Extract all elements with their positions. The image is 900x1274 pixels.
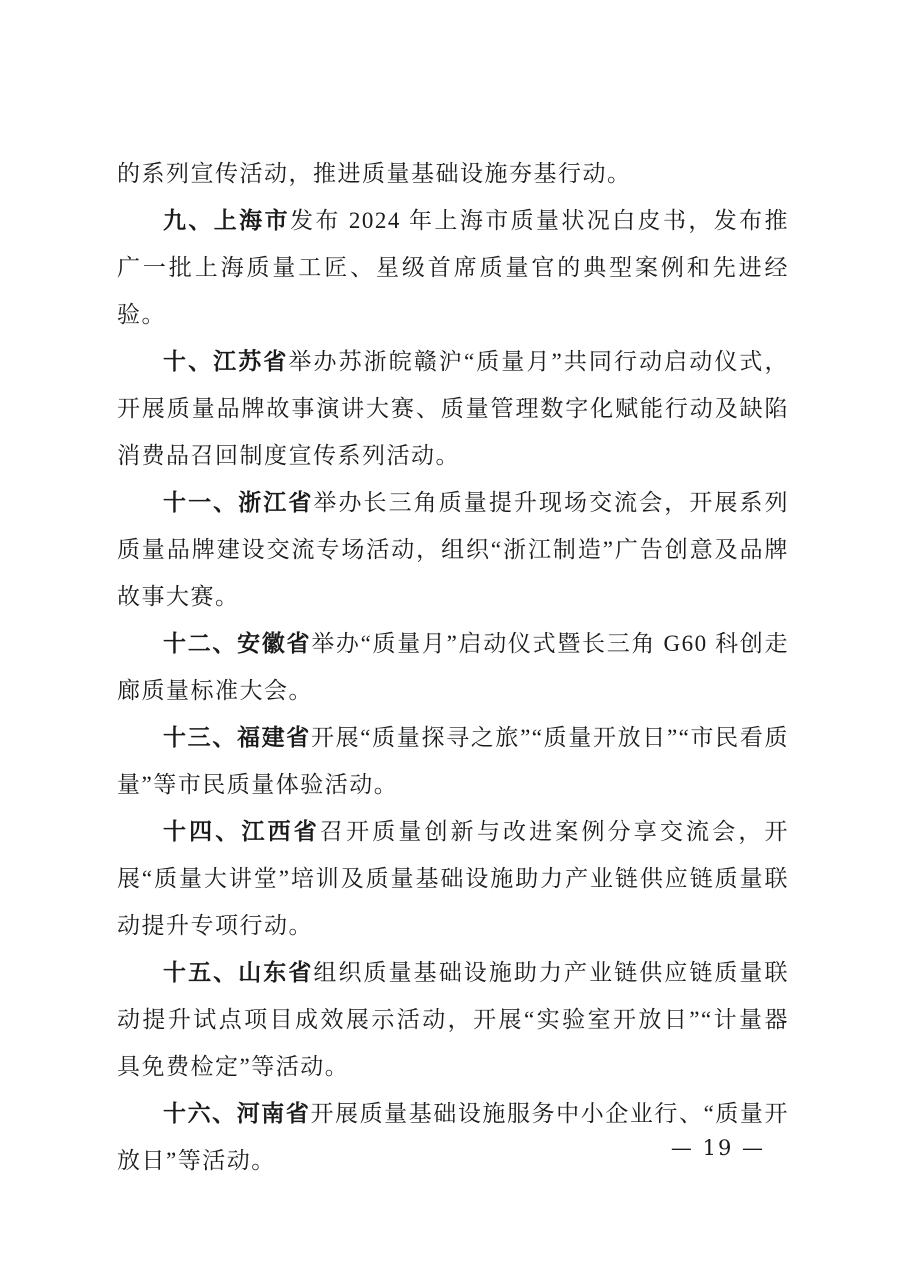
paragraph-item-15: [117, 949, 789, 1090]
paragraph-item-15-text: 组织质量基础设施助力产业链供应链质量联动提升试点项目成效展示活动，开展“实验室开放日”“计量器具免费检定”等活动。: [117, 960, 789, 1079]
paragraph-item-9-lead: 九、上海市: [163, 207, 290, 233]
paragraph-continuation-text: 的系列宣传活动，推进质量基础设施夯基行动。: [117, 161, 632, 186]
paragraph-item-12: [117, 620, 789, 714]
paragraph-item-13-text: 开展“质量探寻之旅”“质量开放日”“市民看质量”等市民质量体验活动。: [117, 725, 790, 797]
paragraph-item-11-lead: 十一、浙江省: [163, 489, 314, 515]
paragraph-continuation: [117, 150, 789, 197]
page-number: — 19 —: [670, 1136, 765, 1160]
paragraph-item-12-text: 举办“质量月”启动仪式暨长三角 G60 科创走廊质量标准大会。: [117, 631, 790, 703]
paragraph-item-10-lead: 十、江苏省: [163, 348, 289, 374]
paragraph-item-10: [117, 338, 789, 479]
paragraph-item-16-text: 开展质量基础设施服务中小企业行、“质量开放日”等活动。: [117, 1101, 789, 1173]
paragraph-item-11-text: 举办长三角质量提升现场交流会，开展系列质量品牌建设交流专场活动，组织“浙江制造”广告创意及品牌故事大赛。: [117, 490, 789, 609]
document-body-text: [117, 150, 789, 1184]
paragraph-item-9-text: 发布 2024 年上海市质量状况白皮书，发布推广一批上海质量工匠、星级首席质量官的典型案例和先进经验。: [117, 208, 790, 327]
paragraph-item-9: [117, 197, 789, 338]
paragraph-item-14: [117, 808, 789, 949]
paragraph-item-12-lead: 十二、安徽省: [163, 630, 312, 656]
paragraph-item-10-text: 举办苏浙皖赣沪“质量月”共同行动启动仪式，开展质量品牌故事演讲大赛、质量管理数字化赋能行动及缺陷消费品召回制度宣传系列活动。: [117, 349, 790, 468]
paragraph-item-15-lead: 十五、山东省: [163, 959, 314, 985]
paragraph-item-14-lead: 十四、江西省: [163, 818, 320, 844]
paragraph-item-16-lead: 十六、河南省: [163, 1100, 311, 1126]
paragraph-item-13: [117, 714, 789, 808]
paragraph-item-13-lead: 十三、福建省: [163, 724, 311, 750]
paragraph-item-14-text: 召开质量创新与改进案例分享交流会，开展“质量大讲堂”培训及质量基础设施助力产业链供应链质量联动提升专项行动。: [117, 819, 790, 938]
paragraph-item-11: [117, 479, 789, 620]
